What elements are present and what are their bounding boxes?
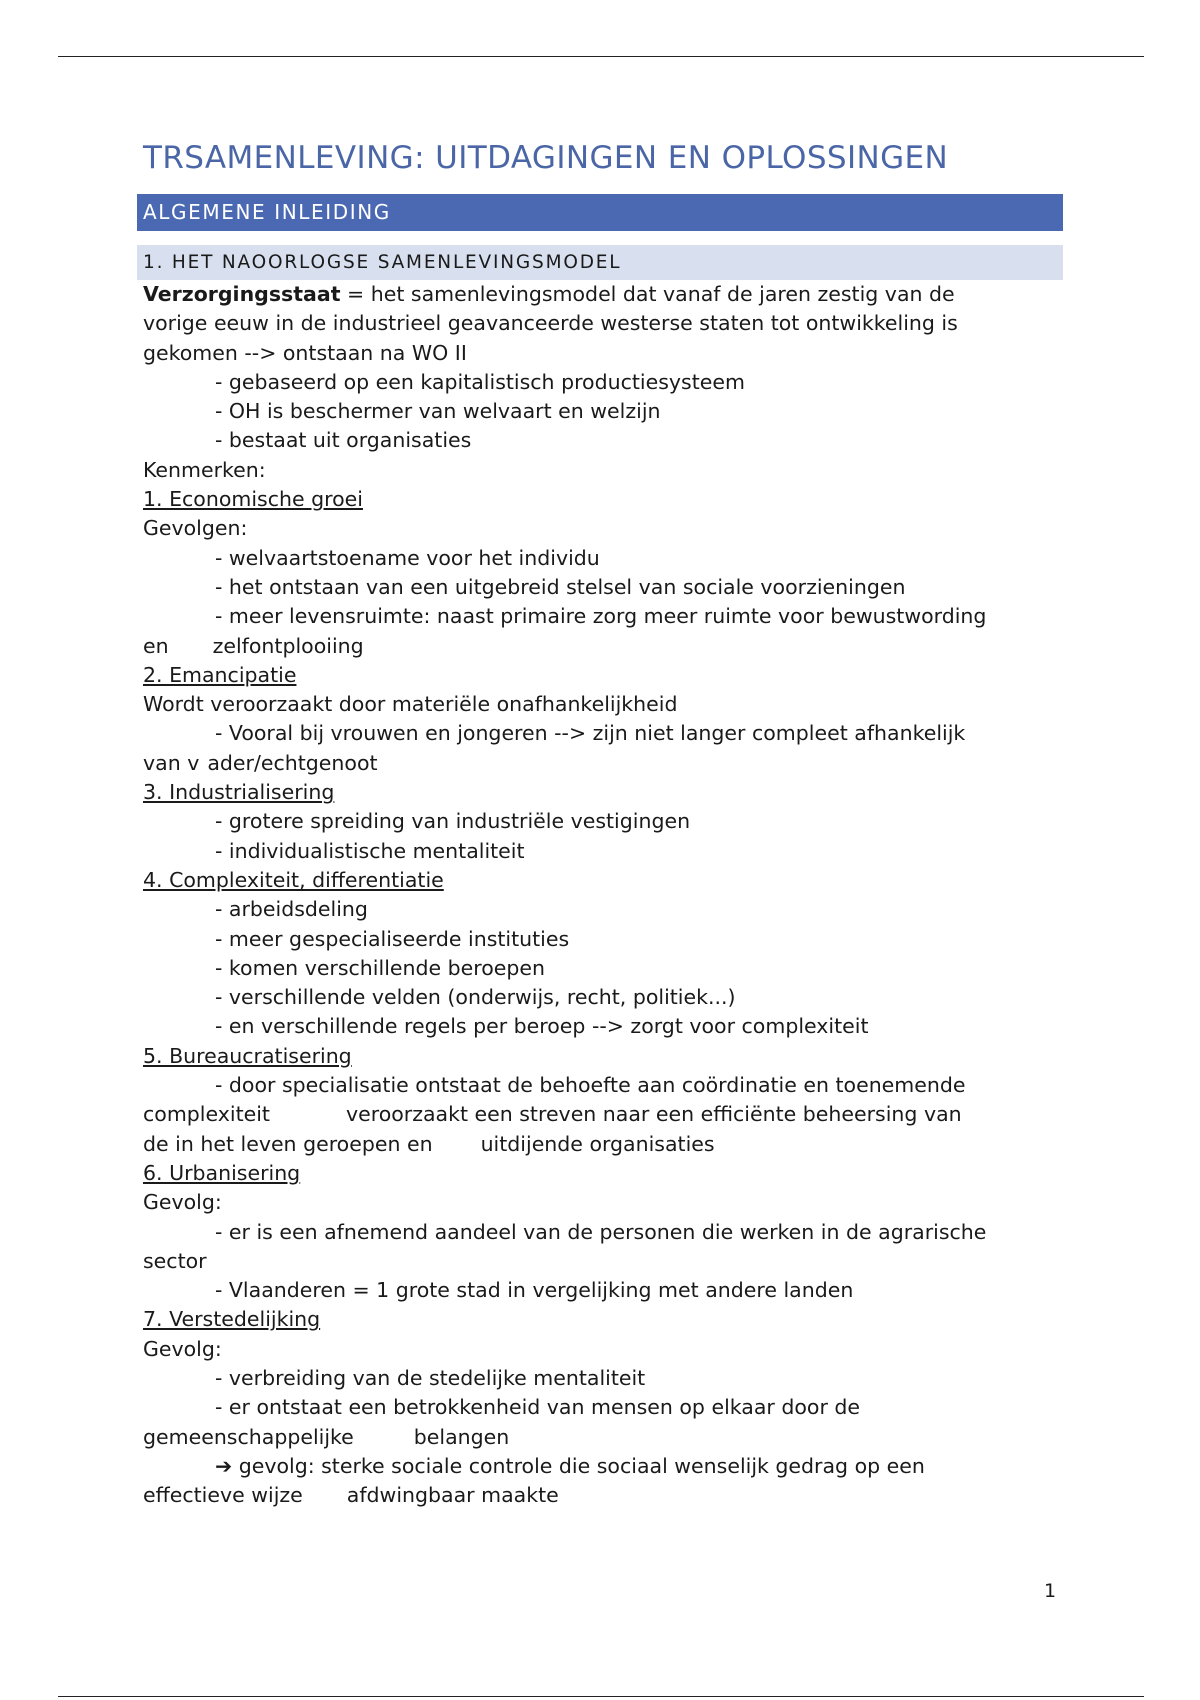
section-heading: 1. Economische groei — [143, 487, 363, 512]
text-fragment: van v — [143, 750, 200, 775]
continuation-line — [143, 1130, 1063, 1159]
kenmerken-label: Kenmerken: — [143, 457, 266, 482]
bullet-item: - er ontstaat een betrokkenheid van mensen op elkaar door de — [215, 1395, 861, 1420]
continuation-line — [143, 1481, 1063, 1510]
continuation-line — [143, 632, 1063, 661]
bullet-item: - arbeidsdeling — [215, 897, 368, 922]
definition-text: = het samenlevingsmodel dat vanaf de jaren zestig van de — [340, 282, 955, 306]
definition-line: vorige eeuw in de industrieel geavanceerde westerse staten tot ontwikkeling is — [143, 311, 958, 336]
document-title: TRSAMENLEVING: UITDAGINGEN EN OPLOSSINGEN — [143, 140, 949, 176]
bullet-item: - welvaartstoename voor het individu — [215, 545, 600, 570]
bullet-item: - meer levensruimte: naast primaire zorg meer ruimte voor bewustwording — [215, 604, 987, 629]
bullet-item: - gebaseerd op een kapitalistisch productiesysteem — [215, 369, 745, 394]
section-heading: 2. Emancipatie — [143, 662, 297, 687]
continuation-line — [143, 1423, 1063, 1452]
bullet-item: - verschillende velden (onderwijs, recht, politiek...) — [215, 985, 736, 1010]
bullet-item: - het ontstaan van een uitgebreid stelsel van sociale voorzieningen — [215, 574, 906, 599]
bullet-item: - grotere spreiding van industriële vestigingen — [215, 809, 691, 834]
definition-line: gekomen --> ontstaan na WO II — [143, 340, 467, 365]
section-heading: 7. Verstedelijking — [143, 1307, 321, 1332]
definition-term: Verzorgingsstaat — [143, 282, 341, 306]
text-fragment: complexiteit — [143, 1102, 270, 1127]
text-fragment: de in het leven geroepen en — [143, 1131, 433, 1156]
section-heading: 5. Bureaucratisering — [143, 1043, 352, 1068]
bullet-item: - meer gespecialiseerde instituties — [215, 926, 570, 951]
bullet-item: - er is een afnemend aandeel van de personen die werken in de agrarische — [215, 1219, 987, 1244]
text-fragment: gemeenschappelijke — [143, 1424, 354, 1449]
text-fragment: uitdijende organisaties — [480, 1131, 715, 1156]
bullet-item: - Vlaanderen = 1 grote stad in vergelijking met andere landen — [215, 1278, 854, 1303]
label: Gevolgen: — [143, 516, 248, 541]
document-body — [143, 138, 1063, 1510]
continuation-line: sector — [143, 1248, 207, 1273]
label: Gevolg: — [143, 1336, 222, 1361]
bullet-item: - en verschillende regels per beroep --> zorgt voor complexiteit — [215, 1014, 869, 1039]
bullet-item: - Vooral bij vrouwen en jongeren --> zijn niet langer compleet afhankelijk — [215, 721, 966, 746]
heading-2: 1. HET NAOORLOGSE SAMENLEVINGSMODEL — [137, 245, 1063, 280]
bullet-item: - bestaat uit organisaties — [215, 428, 472, 453]
paragraph-line: Wordt veroorzaakt door materiële onafhankelijkheid — [143, 692, 678, 717]
section-heading: 4. Complexiteit, differentiatie — [143, 867, 444, 892]
page-number: 1 — [1044, 1580, 1057, 1602]
text-fragment: zelfontplooiing — [212, 633, 364, 658]
text-fragment: veroorzaakt een streven naar een efficiënte beheersing van — [345, 1102, 962, 1127]
bullet-item: - OH is beschermer van welvaart en welzijn — [215, 399, 661, 424]
text-fragment: ader/echtgenoot — [207, 750, 378, 775]
definition-line — [143, 280, 1063, 309]
text-fragment: afdwingbaar maakte — [346, 1483, 559, 1508]
bullet-item: - door specialisatie ontstaat de behoefte aan coördinatie en toenemende — [215, 1073, 966, 1098]
text-fragment: effectieve wijze — [143, 1483, 303, 1508]
bullet-item: - verbreiding van de stedelijke mentaliteit — [215, 1365, 646, 1390]
header-rule — [58, 56, 1144, 57]
continuation-line — [143, 749, 1063, 778]
label: Gevolg: — [143, 1190, 222, 1215]
continuation-line — [143, 1100, 1063, 1129]
bullet-item: - komen verschillende beroepen — [215, 955, 546, 980]
text-fragment: belangen — [413, 1424, 510, 1449]
text-fragment: en — [143, 633, 169, 658]
footer-rule — [58, 1696, 1144, 1697]
bullet-item: - individualistische mentaliteit — [215, 838, 525, 863]
heading-1: ALGEMENE INLEIDING — [137, 194, 1063, 231]
bullet-item: ➔ gevolg: sterke sociale controle die sociaal wenselijk gedrag op een — [215, 1453, 925, 1478]
section-heading: 6. Urbanisering — [143, 1160, 301, 1185]
section-heading: 3. Industrialisering — [143, 780, 335, 805]
